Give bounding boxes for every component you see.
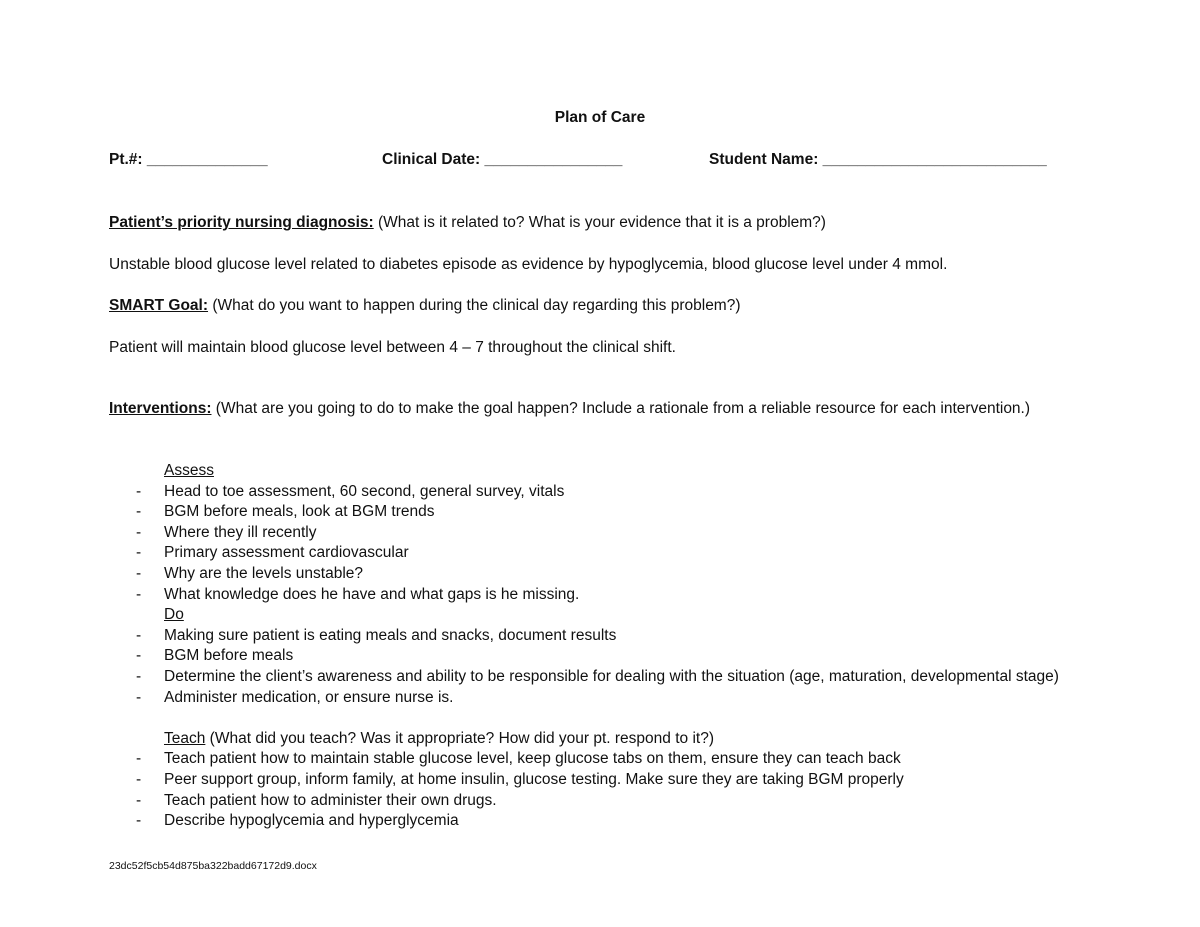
- interventions-heading: [109, 399, 1049, 420]
- interventions-label: Interventions:: [109, 400, 212, 417]
- interventions-list: [109, 461, 1089, 832]
- teach-heading: Teach: [164, 729, 206, 747]
- diagnosis-answer: Unstable blood glucose level related to diabetes episode as evidence by hypoglycemia, blood glucose level under 4 mmol.: [109, 256, 948, 273]
- teach-prompt: (What did you teach? Was it appropriate? How did your pt. respond to it?): [205, 729, 714, 747]
- list-item: - Primary assessment cardiovascular: [136, 544, 409, 562]
- list-item: - Describe hypoglycemia and hyperglycemia: [136, 812, 459, 830]
- goal-answer: Patient will maintain blood glucose level between 4 – 7 throughout the clinical shift.: [109, 339, 676, 356]
- list-item: - Administer medication, or ensure nurse is.: [136, 688, 454, 706]
- list-item: - What knowledge does he have and what gaps is he missing.: [136, 585, 580, 603]
- diagnosis-prompt: (What is it related to? What is your evidence that it is a problem?): [373, 214, 826, 231]
- list-item: - Where they ill recently: [136, 523, 317, 541]
- do-heading: Do: [164, 606, 184, 624]
- goal-heading: [109, 296, 741, 317]
- goal-prompt: (What do you want to happen during the clinical day regarding this problem?): [208, 297, 741, 314]
- spacer: [109, 708, 1089, 729]
- diagnosis-label: Patient’s priority nursing diagnosis:: [109, 214, 374, 231]
- list-item: - Determine the client’s awareness and ability to be responsible for dealing with the situation (age, maturation, developmental stage): [136, 667, 1059, 685]
- diagnosis-heading: [109, 213, 826, 234]
- teach-heading-line: [109, 729, 1089, 750]
- assess-heading: Assess: [164, 462, 214, 479]
- list-item: - Peer support group, inform family, at home insulin, glucose testing. Make sure they are taking BGM properly: [136, 770, 904, 788]
- page-title: Plan of Care: [554, 109, 646, 126]
- goal-label: SMART Goal:: [109, 297, 209, 314]
- list-item: - Head to toe assessment, 60 second, general survey, vitals: [136, 482, 565, 500]
- list-item: - Teach patient how to maintain stable glucose level, keep glucose tabs on them, ensure they can teach back: [136, 750, 901, 768]
- interventions-prompt: (What are you going to do to make the goal happen? Include a rationale from a reliable resource for each intervention.): [211, 400, 1031, 417]
- clinical-date-field: Clinical Date: ________________: [382, 151, 623, 168]
- list-item: - Why are the levels unstable?: [136, 564, 364, 582]
- document-filename: 23dc52f5cb54d875ba322badd67172d9.docx: [109, 860, 317, 872]
- list-item: - Teach patient how to administer their own drugs.: [136, 791, 497, 809]
- list-item: - BGM before meals: [136, 647, 294, 665]
- list-item: - Making sure patient is eating meals and snacks, document results: [136, 626, 617, 644]
- student-name-field: Student Name: __________________________: [709, 151, 1047, 168]
- list-item: - BGM before meals, look at BGM trends: [136, 503, 435, 521]
- patient-number-field: Pt.#: ______________: [109, 151, 268, 168]
